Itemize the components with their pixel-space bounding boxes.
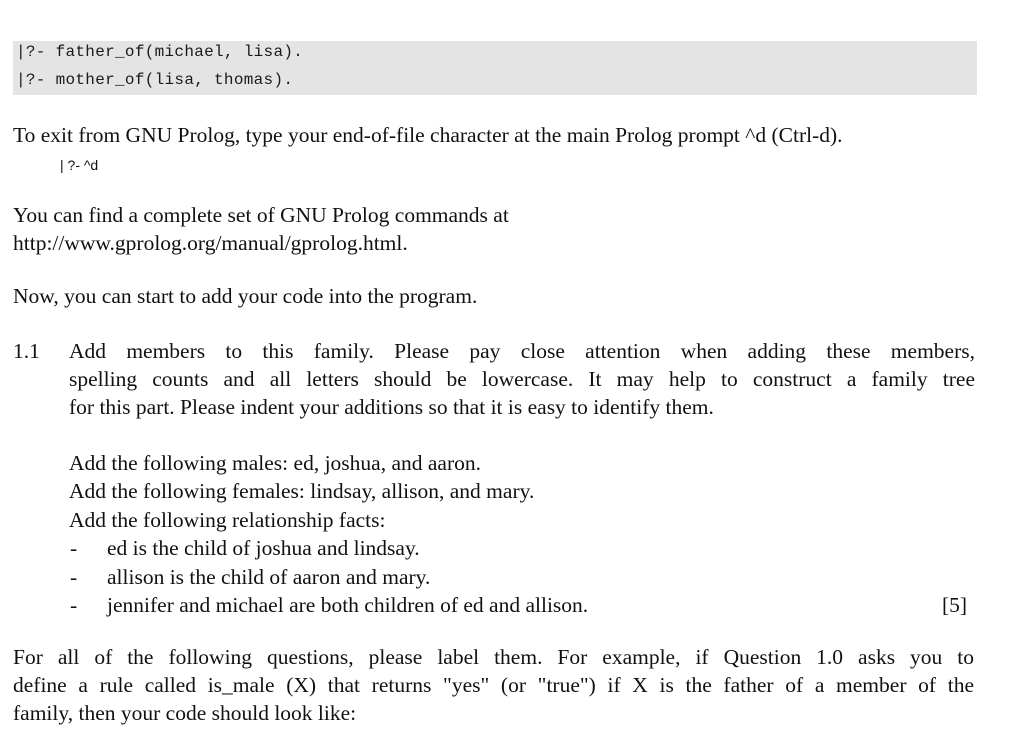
exit-instruction-text: To exit from GNU Prolog, type your end-of-file character at the main Prolog prompt ^d (Ctrl-d). [13, 123, 843, 147]
question-body-line: spelling counts and all letters should be lowercase. It may help to construct a family tree [69, 367, 975, 391]
females-instruction: Add the following females: lindsay, allison, and mary. [69, 479, 535, 503]
start-text: Now, you can start to add your code into the program. [13, 284, 478, 308]
relationship-fact: ed is the child of joshua and lindsay. [107, 536, 420, 560]
labeling-line: For all of the following questions, please label them. For example, if Question 1.0 asks you to [13, 645, 974, 669]
labeling-instruction [13, 643, 974, 727]
bullet-dash: - [70, 565, 78, 589]
question-body [69, 337, 975, 421]
marks-badge: [5] [942, 593, 968, 617]
relationship-fact: jennifer and michael are both children of ed and allison. [107, 593, 589, 617]
exit-prompt-example: | ?- ^d [60, 157, 99, 173]
question-number: 1.1 [13, 339, 40, 363]
bullet-dash: - [70, 593, 78, 617]
labeling-line: define a rule called is_male (X) that returns "yes" (or "true") if X is the father of a member of the [13, 673, 974, 697]
males-instruction: Add the following males: ed, joshua, and aaron. [69, 451, 481, 475]
code-block [13, 41, 977, 95]
bullet-dash: - [70, 536, 78, 560]
manual-reference-text: You can find a complete set of GNU Prolog commands at [13, 203, 509, 227]
question-body-line: Add members to this family. Please pay close attention when adding these members, [69, 339, 975, 363]
code-line-father-of: |?- father_of(michael, lisa). [16, 43, 304, 61]
labeling-line: family, then your code should look like: [13, 701, 357, 725]
question-body-line: for this part. Please indent your additions so that it is easy to identify them. [69, 395, 714, 419]
relationship-fact: allison is the child of aaron and mary. [107, 565, 431, 589]
manual-reference-url[interactable]: http://www.gprolog.org/manual/gprolog.html. [13, 231, 408, 255]
code-line-mother-of: |?- mother_of(lisa, thomas). [16, 71, 294, 89]
relationship-header: Add the following relationship facts: [69, 508, 386, 532]
